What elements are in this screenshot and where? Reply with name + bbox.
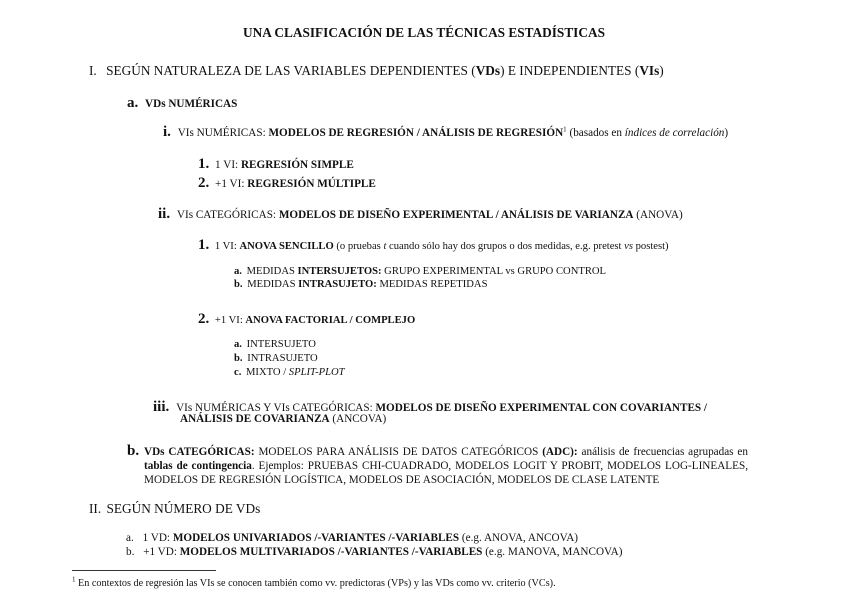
a-label: VDs NUMÉRICAS [145, 98, 238, 110]
aii2a-letter: a. [234, 339, 242, 350]
b-bold1: VDs CATEGÓRICAS: [144, 446, 255, 458]
aii2b-letter: b. [234, 353, 243, 364]
ai-note-post: ) [724, 127, 729, 139]
aii1b-post: MEDIDAS REPETIDAS [376, 279, 488, 290]
section-2-text: SEGÚN NÚMERO DE VDs [106, 501, 261, 516]
b-t3: . Ejemplos: PRUEBAS CHI-CUADRADO, MODELOS LOGIT Y PROBIT, MODELOS LOG-LINEALES, MODELOS DE REGRESIÓN LOGÍSTICA, MODELOS DE ASOCIACIÓN, MODELOS DE CLASE LATENTE [144, 460, 748, 486]
aii1b-pre: MEDIDAS [247, 279, 299, 290]
b-bold3: tablas de contingencia [144, 460, 252, 472]
section-2-heading [89, 501, 260, 516]
aii1a-pre: MEDIDAS [246, 266, 298, 277]
item-a-ii [158, 206, 683, 223]
s1-pre: SEGÚN NATURALEZA DE LAS VARIABLES DEPENDIENTES ( [106, 63, 476, 78]
ai2-num: 2. [198, 175, 210, 191]
ai1-bold: REGRESIÓN SIMPLE [240, 159, 354, 171]
a-letter: a. [127, 95, 139, 111]
aii1a-bold: INTERSUJETOS: [297, 266, 382, 277]
item-a-ii-2-c [234, 367, 345, 379]
item-2-b [126, 546, 622, 559]
section-1-heading [89, 63, 664, 78]
item-a-ii-1 [198, 237, 669, 254]
aii1-num: 1. [198, 237, 210, 253]
aii-pre: VIs CATEGÓRICAS: [176, 209, 279, 221]
aii2c-letter: c. [234, 367, 242, 378]
ai1-pre: 1 VI: [215, 159, 241, 171]
aiii-pre: VIs NUMÉRICAS Y VIs CATEGÓRICAS: [176, 402, 376, 414]
subsection-b-letter [127, 443, 139, 460]
s2a-bold: MODELOS UNIVARIADOS /-VARIANTES /-VARIABLES [172, 532, 460, 544]
aii2c-pre: MIXTO / [246, 367, 289, 378]
aii2-bold: ANOVA FACTORIAL / COMPLEJO [245, 315, 416, 326]
title-text: UNA CLASIFICACIÓN DE LAS TÉCNICAS ESTADÍSTICAS [243, 25, 605, 40]
aii-num: ii. [158, 206, 171, 222]
aii1b-letter: b. [234, 279, 243, 290]
item-a-i-1 [198, 156, 354, 173]
aii1a-letter: a. [234, 266, 242, 277]
footnote-ref: 1 [563, 125, 567, 134]
aii1-p1: (o pruebas [333, 241, 384, 252]
s1-mid: ) E INDEPENDIENTES ( [500, 63, 640, 78]
aiii-post: (ANCOVA) [329, 413, 387, 425]
aii2-pre: +1 VI: [214, 315, 246, 326]
item-a-iii-cont [180, 413, 386, 426]
ai-pre: VIs NUMÉRICAS: [177, 127, 269, 139]
aii2a-text: INTERSUJETO [246, 339, 316, 350]
item-a-i [163, 124, 728, 141]
ai-num: i. [163, 124, 171, 140]
section-2-number: II. [89, 501, 102, 516]
aii1-t: t [383, 241, 387, 252]
aiii-bold1: MODELOS DE DISEÑO EXPERIMENTAL CON COVARIANTES / [375, 402, 708, 414]
ai-note-pre: (basados en [566, 127, 625, 139]
footnote-marker: 1 [72, 575, 76, 584]
s2a-post: (e.g. ANOVA, ANCOVA) [459, 532, 579, 544]
s1-post: ) [659, 63, 664, 78]
aiii-num: iii. [153, 399, 170, 415]
item-a-ii-1-b [234, 279, 487, 291]
aii1b-bold: INTRASUJETO: [298, 279, 377, 290]
subsection-a-heading [127, 95, 237, 112]
b-bold2: (ADC): [542, 446, 578, 458]
footnote-rule [72, 570, 216, 571]
s2a-letter: a. [126, 532, 134, 544]
b-t1: MODELOS PARA ANÁLISIS DE DATOS CATEGÓRICOS [254, 446, 543, 458]
ai2-bold: REGRESIÓN MÚLTIPLE [247, 178, 376, 190]
aii-post: (ANOVA) [633, 209, 683, 221]
item-a-ii-2-a [234, 339, 316, 351]
item-a-ii-1-a [234, 266, 606, 278]
item-a-ii-2 [198, 311, 415, 328]
page-title [0, 25, 848, 40]
ai-bold: MODELOS DE REGRESIÓN / ANÁLISIS DE REGRESIÓN [268, 127, 564, 139]
aii1-pre: 1 VI: [214, 241, 240, 252]
b-letter: b. [127, 443, 140, 459]
aii1-vs: vs [624, 241, 633, 252]
ai1-num: 1. [198, 156, 210, 172]
item-a-ii-2-b [234, 353, 318, 365]
s2a-pre: 1 VD: [142, 532, 173, 544]
ai2-pre: +1 VI: [215, 178, 248, 190]
aii2c-it: SPLIT-PLOT [288, 367, 345, 378]
aii1-p3: postest) [632, 241, 669, 252]
s2b-pre: +1 VD: [143, 546, 180, 558]
b-t2: análisis de frecuencias agrupadas en [577, 446, 748, 458]
s2b-bold: MODELOS MULTIVARIADOS /-VARIANTES /-VARIABLES [179, 546, 483, 558]
footnote-text: En contextos de regresión las VIs se conocen también como vv. predictoras (VPs) y las VDs como vv. criterio (VCs). [75, 578, 556, 589]
item-a-i-2 [198, 175, 376, 192]
aii2b-text: INTRASUJETO [247, 353, 318, 364]
item-2-a [126, 532, 578, 545]
s1-vds: VDs [475, 63, 501, 78]
aii-bold: MODELOS DE DISEÑO EXPERIMENTAL / ANÁLISIS DE VARIANZA [278, 209, 634, 221]
s2b-letter: b. [126, 546, 135, 558]
aii1a-post: GRUPO EXPERIMENTAL vs GRUPO CONTROL [381, 266, 607, 277]
ai-note-it: índices de correlación [624, 127, 725, 139]
s2b-post: (e.g. MANOVA, MANCOVA) [482, 546, 623, 558]
subsection-b-paragraph [144, 445, 748, 487]
aii1-bold: ANOVA SENCILLO [239, 241, 334, 252]
s1-vis: VIs [639, 63, 660, 78]
aii2-num: 2. [198, 311, 210, 327]
footnote [72, 575, 556, 590]
aii1-p2: cuando sólo hay dos grupos o dos medidas, e.g. pretest [386, 241, 625, 252]
aiii-bold2: ANÁLISIS DE COVARIANZA [180, 413, 330, 425]
section-1-number: I. [89, 63, 97, 78]
